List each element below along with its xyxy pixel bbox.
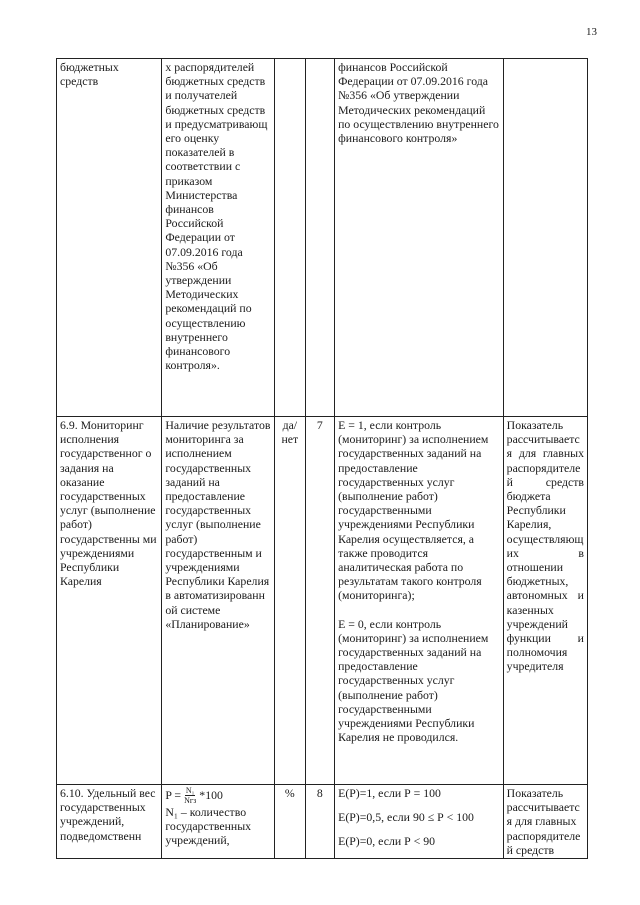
table-row [57, 785, 588, 859]
paragraph-gap [338, 800, 500, 810]
indicator-name-cell: 6.10. Удельный вес государственных учреждений, подведомственн [57, 785, 162, 859]
note-cell [503, 59, 587, 417]
formula-fraction [184, 786, 196, 805]
indicator-name-cell: бюджетных средств [57, 59, 162, 417]
evaluation-condition: Е(Р)=0,5, если 90 ≤ Р < 100 [338, 810, 474, 825]
unit-cell: % [275, 785, 306, 859]
evaluation-cell: финансов Российской Федерации от 07.09.2016 года №356 «Об утверждении Методических рекомендаций по осуществлению внутреннего финансового контроля» [335, 59, 504, 417]
evaluation-condition: Е(Р)=1, если Р = 100 [338, 786, 441, 800]
weight-cell: 7 [305, 417, 335, 785]
formula-lhs: P = [165, 788, 182, 803]
indicator-description-cell [162, 785, 275, 859]
note-cell: Показатель рассчитываетс я для главных распорядителе й средств бюджета Республики Карелия, осуществляющ их в отношении бюджетных, автономных и казенных учреждений функции и полномочия учредителя [503, 417, 587, 785]
evaluation-condition: Е(Р)=0, если Р < 90 [338, 834, 436, 849]
table-row [57, 417, 588, 785]
criteria-table [56, 58, 588, 859]
note-cell: Показатель рассчитываетс я для главных распорядителе й средств [503, 785, 587, 859]
paragraph-gap [338, 603, 500, 617]
table-row [57, 59, 588, 417]
page-number: 13 [586, 26, 597, 38]
evaluation-condition: Е = 1, если контроль (мониторинг) за исполнением государственных заданий на предоставление государственных услуг (выполнение работ) государственными учреждениями Республики Карелия осуществляется, а также проводится аналитическая работа по результатам такого контроля (мониторинга); [338, 418, 489, 603]
unit-cell [275, 59, 306, 417]
evaluation-cell [335, 785, 504, 859]
indicator-description-cell: Наличие результатов мониторинга за исполнением государственных заданий на предоставление государственных услуг (выполнение работ) государственным и учреждениями Республики Карелия в автоматизированн ой системе «Планирование» [162, 417, 275, 785]
paragraph-gap [338, 824, 500, 834]
weight-cell [305, 59, 335, 417]
evaluation-cell [335, 417, 504, 785]
weight-cell: 8 [305, 785, 335, 859]
formula-variable-description: N₁ – количество государственных учреждений, [165, 805, 252, 848]
indicator-name-cell: 6.9. Мониторинг исполнения государственног о задания на оказание государственных услуг (выполнение работ) государственны ми учреждениями Республики Карелия [57, 417, 162, 785]
formula [165, 786, 223, 805]
evaluation-condition: Е = 0, если контроль (мониторинг) за исполнением государственных заданий на предоставление государственных услуг (выполнение работ) государственными учреждениями Республики Карелия не проводился. [338, 616, 489, 745]
formula-rhs: *100 [199, 788, 223, 803]
formula-numerator: N₁ [185, 786, 195, 795]
formula-denominator: Nгз [184, 796, 197, 805]
indicator-description-cell: х распорядителей бюджетных средств и получателей бюджетных средств и предусматривающ его оценку показателей в соответствии с приказом Министерства финансов Российской Федерации от 07.09.2016 года №356 «Об утверждении Методических рекомендаций по осуществлению внутреннего финансового контроля». [162, 59, 275, 417]
unit-cell: да/ нет [275, 417, 306, 785]
